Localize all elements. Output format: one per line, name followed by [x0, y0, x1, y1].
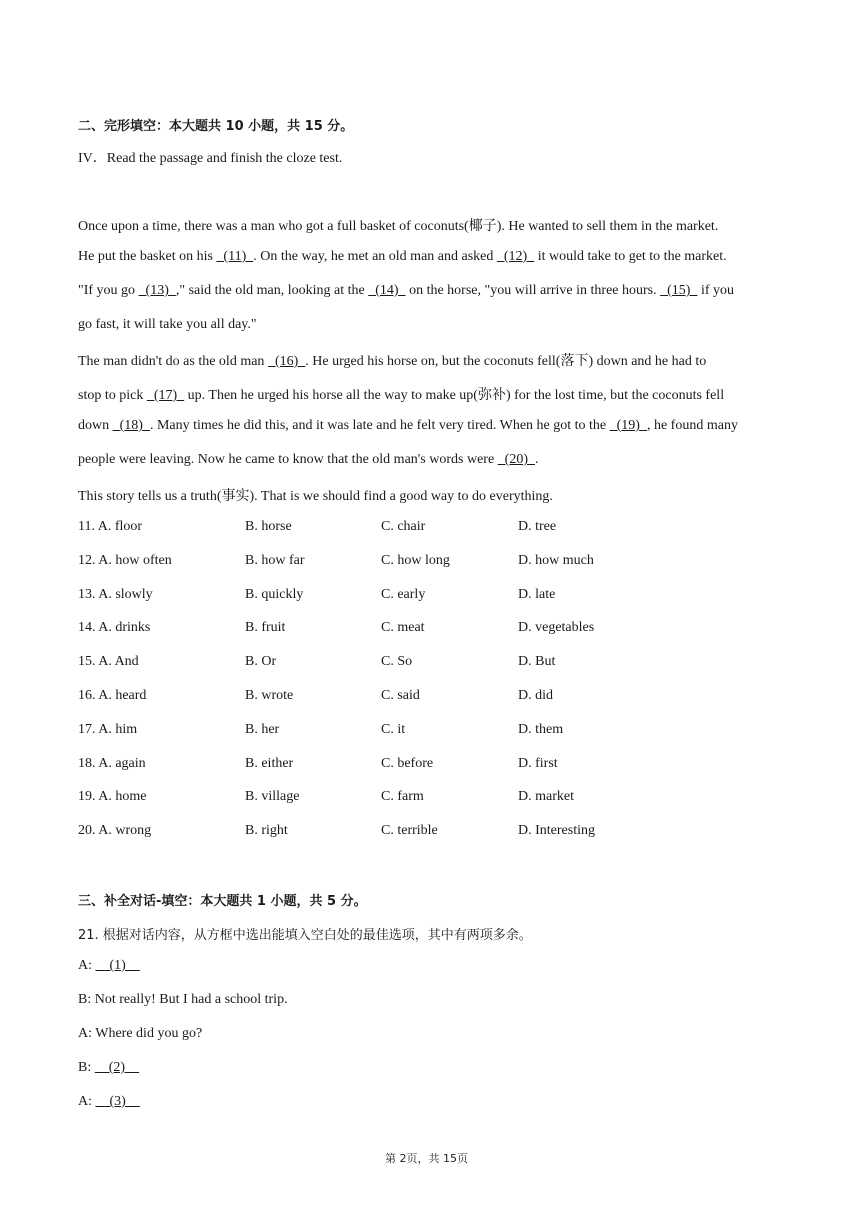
passage-text: ," said the old man, looking at the	[175, 283, 369, 298]
dialogue-text: Where did you go?	[95, 1026, 203, 1041]
cloze-blank[interactable]: (18)	[112, 418, 150, 433]
question-option-c[interactable]: C. farm	[381, 789, 424, 805]
passage-line	[78, 249, 782, 265]
passage-text: , he found many	[646, 418, 738, 433]
dialogue-speaker: A:	[78, 1094, 96, 1109]
question-option-d[interactable]: D. vegetables	[518, 620, 595, 636]
passage-line	[78, 418, 782, 434]
dialogue-line	[78, 992, 288, 1008]
section3-heading: 三、补全对话-填空：本大题共 1 小题，共 5 分。	[78, 894, 367, 909]
passage-text: . Many times he did this, and it was late and he felt very tired. When he got to the	[149, 418, 610, 433]
question-option-a[interactable]: 17. A. him	[78, 721, 138, 737]
passage-text: . He urged his horse on, but the coconuts fell(落下) down and he had to	[305, 354, 707, 369]
question-option-b[interactable]: B. quickly	[245, 586, 304, 602]
question-option-b[interactable]: B. village	[245, 789, 300, 805]
dialogue-blank[interactable]: (3)	[95, 1094, 140, 1109]
question-option-c[interactable]: C. terrible	[381, 823, 438, 839]
passage-line	[78, 317, 257, 333]
question-option-d[interactable]: D. Interesting	[518, 823, 595, 839]
question-option-d[interactable]: D. market	[518, 789, 574, 805]
dialogue-line	[78, 958, 140, 974]
passage-text: "If you go	[78, 283, 139, 298]
dialogue-speaker: A:	[78, 1026, 96, 1041]
question-option-b[interactable]: B. Or	[245, 654, 277, 670]
question-option-c[interactable]: C. before	[381, 755, 434, 771]
question-option-a[interactable]: 20. A. wrong	[78, 823, 152, 839]
cloze-blank[interactable]: (17)	[146, 388, 185, 403]
question-option-a[interactable]: 16. A. heard	[78, 688, 147, 703]
question-option-d[interactable]: D. them	[518, 721, 564, 737]
question-option-c[interactable]: C. chair	[381, 519, 426, 534]
question-option-d[interactable]: D. But	[518, 654, 556, 670]
passage-line	[78, 384, 782, 404]
dialogue-speaker: B:	[78, 1060, 95, 1075]
passage-text: if you	[697, 283, 734, 298]
question-option-a[interactable]: 14. A. drinks	[78, 620, 151, 636]
passage-text: He put the basket on his	[78, 249, 217, 264]
question-option-a[interactable]: 12. A. how often	[78, 552, 172, 568]
cloze-blank[interactable]: (11)	[216, 249, 254, 264]
cloze-blank[interactable]: (20)	[497, 452, 535, 467]
passage-text: .	[535, 452, 539, 467]
passage-text: on the horse, "you will arrive in three hours.	[405, 283, 661, 298]
cloze-blank[interactable]: (15)	[660, 283, 698, 298]
passage-text: go fast, it will take you all day."	[78, 317, 257, 332]
page-footer: 第 2页，共 15页	[385, 1152, 468, 1165]
question-option-a[interactable]: 19. A. home	[78, 789, 147, 805]
question-option-c[interactable]: C. it	[381, 721, 406, 737]
section2-instruction: IV．Read the passage and finish the cloze test.	[78, 151, 343, 166]
dialogue-blank[interactable]: (2)	[94, 1060, 140, 1075]
passage-text: people were leaving. Now he came to know that the old man's words were	[78, 452, 498, 467]
passage-line	[78, 283, 782, 299]
question-option-b[interactable]: B. fruit	[245, 620, 286, 636]
passage-text: it would take to get to the market.	[534, 249, 727, 264]
question-option-b[interactable]: B. wrote	[245, 688, 294, 703]
question-option-d[interactable]: D. did	[518, 688, 553, 703]
dialogue-line	[78, 1026, 202, 1042]
question-option-d[interactable]: D. first	[518, 755, 558, 771]
dialogue-blank[interactable]: (1)	[95, 958, 140, 973]
cloze-blank[interactable]: (12)	[496, 249, 535, 264]
question-option-b[interactable]: B. either	[245, 755, 294, 771]
question-option-c[interactable]: C. early	[381, 586, 426, 602]
cloze-blank[interactable]: (14)	[368, 283, 406, 298]
passage-line	[78, 215, 718, 235]
question-option-b[interactable]: B. her	[245, 721, 280, 737]
passage-text: Once upon a time, there was a man who got a full basket of coconuts(椰子). He wanted to sell them in the market.	[78, 219, 719, 234]
question-option-a[interactable]: 11. A. floor	[78, 519, 143, 534]
passage-text: This story tells us a truth(事实). That is we should find a good way to do everything.	[78, 489, 553, 504]
dialogue-line	[78, 1094, 140, 1110]
passage-text: stop to pick	[78, 388, 147, 403]
passage-text: . On the way, he met an old man and asked	[253, 249, 497, 264]
question-option-a[interactable]: 18. A. again	[78, 755, 146, 771]
passage-text: up. Then he urged his horse all the way to make up(弥补) for the lost time, but the coconuts fell	[184, 388, 725, 403]
question-option-a[interactable]: 15. A. And	[78, 654, 139, 670]
section2-heading: 二、完形填空：本大题共 10 小题，共 15 分。	[78, 119, 354, 134]
question-option-a[interactable]: 13. A. slowly	[78, 586, 153, 602]
dialogue-text: Not really! But I had a school trip.	[94, 992, 288, 1007]
question-option-d[interactable]: D. tree	[518, 519, 557, 534]
section3-instruction: 21. 根据对话内容，从方框中选出能填入空白处的最佳选项，其中有两项多余。	[78, 928, 532, 943]
question-option-b[interactable]: B. horse	[245, 519, 292, 534]
question-option-c[interactable]: C. how long	[381, 552, 450, 568]
question-option-b[interactable]: B. how far	[245, 552, 305, 568]
question-option-c[interactable]: C. said	[381, 688, 420, 703]
question-option-d[interactable]: D. late	[518, 586, 556, 602]
passage-text: The man didn't do as the old man	[78, 354, 268, 369]
cloze-blank[interactable]: (13)	[138, 283, 176, 298]
passage-line	[78, 452, 539, 468]
dialogue-line	[78, 1060, 139, 1076]
question-option-c[interactable]: C. So	[381, 654, 413, 670]
cloze-blank[interactable]: (19)	[609, 418, 647, 433]
dialogue-speaker: B:	[78, 992, 95, 1007]
cloze-blank[interactable]: (16)	[267, 354, 306, 369]
question-option-c[interactable]: C. meat	[381, 620, 425, 636]
passage-line	[78, 485, 553, 505]
dialogue-speaker: A:	[78, 958, 96, 973]
question-option-d[interactable]: D. how much	[518, 552, 594, 568]
passage-line	[78, 350, 782, 370]
passage-text: down	[78, 418, 113, 433]
question-option-b[interactable]: B. right	[245, 823, 288, 839]
